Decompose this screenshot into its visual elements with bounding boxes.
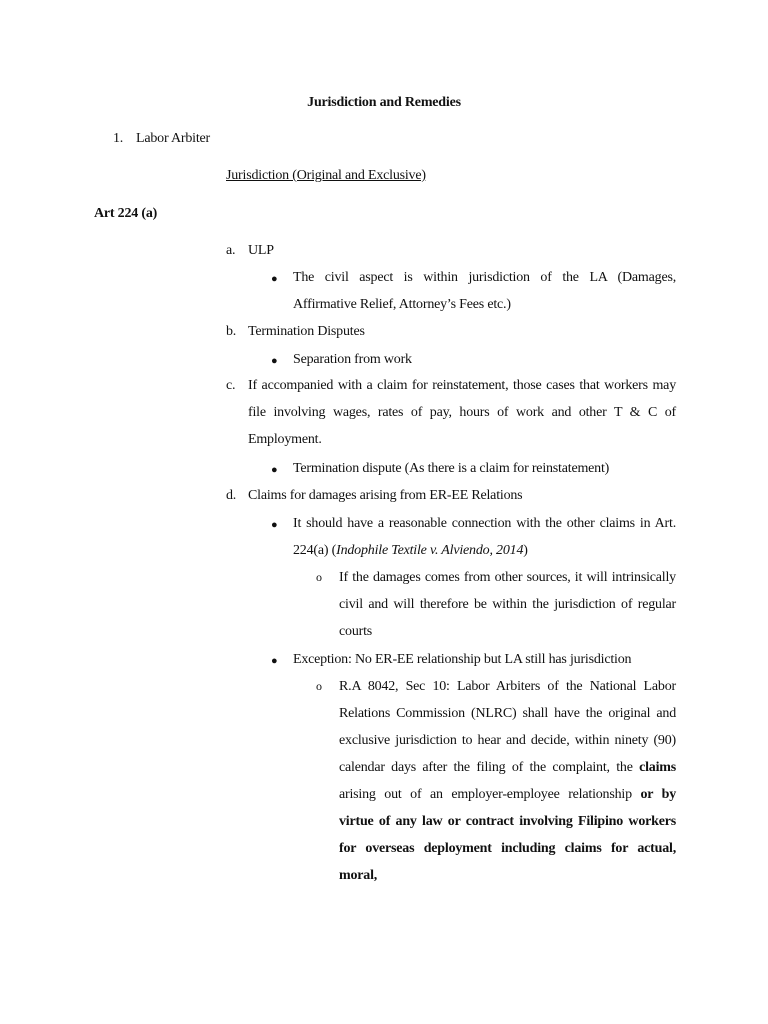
bullet-icon: ●: [271, 519, 278, 531]
bullet-icon: ●: [271, 655, 278, 667]
item-b-bullet-text: Separation from work: [293, 352, 412, 367]
item-d-bullet1-post: ): [523, 543, 528, 558]
item-c-label: If accompanied with a claim for reinstatement, those cases that workers may file involving wages, rates of pay, hours of work and other T & C of Employment.: [248, 378, 676, 447]
item-d-sub1-text: If the damages comes from other sources, it will intrinsically civil and will therefore be within the jurisdiction of regular courts: [339, 570, 676, 639]
item-a-label: ULP: [248, 243, 274, 258]
bullet-icon: ●: [271, 273, 278, 285]
sub2-claims: claims: [639, 760, 676, 775]
item-b-marker: b.: [226, 324, 237, 339]
item-d-sub2-text: [339, 673, 676, 889]
sub2-mid: arising out of an employer-employee relationship: [339, 787, 641, 802]
circle-bullet-icon: o: [316, 570, 322, 584]
item-c-marker: c.: [226, 378, 236, 393]
item-a-marker: a.: [226, 243, 236, 258]
item-d-bullet1-pre: It should have a reasonable connection with the other claims in Art. 224(a) (: [293, 516, 676, 558]
item-d-bullet2-text: Exception: No ER-EE relationship but LA still has jurisdiction: [293, 652, 632, 667]
item-b-label: Termination Disputes: [248, 324, 365, 339]
document-title: Jurisdiction and Remedies: [307, 95, 461, 110]
sub2-bold-clause: or by virtue of any law or contract involving Filipino workers for overseas deployment including claims for actual, moral,: [339, 787, 677, 883]
item-d-label: Claims for damages arising from ER-EE Relations: [248, 488, 523, 503]
circle-bullet-icon: o: [316, 679, 322, 693]
bullet-icon: ●: [271, 355, 278, 367]
item-a-bullet-text: The civil aspect is within jurisdiction of the LA (Damages, Affirmative Relief, Attorney’s Fees etc.): [293, 270, 676, 312]
item-d-marker: d.: [226, 488, 237, 503]
section-label: Labor Arbiter: [136, 131, 210, 146]
case-citation: Indophile Textile v. Alviendo, 2014: [336, 543, 524, 558]
sub2-pre: R.A 8042, Sec 10: Labor Arbiters of the National Labor Relations Commission (NLRC) shall have the original and exclusive jurisdiction to hear and decide, within ninety (90) calendar days after the filing of the complaint, the: [339, 679, 676, 775]
item-c-bullet-text: Termination dispute (As there is a claim for reinstatement): [293, 461, 610, 476]
item-d-bullet1-text: [293, 510, 676, 564]
jurisdiction-subheading: Jurisdiction (Original and Exclusive): [226, 168, 426, 183]
bullet-icon: ●: [271, 464, 278, 476]
section-number: 1.: [113, 131, 124, 146]
article-heading: Art 224 (a): [94, 206, 158, 221]
